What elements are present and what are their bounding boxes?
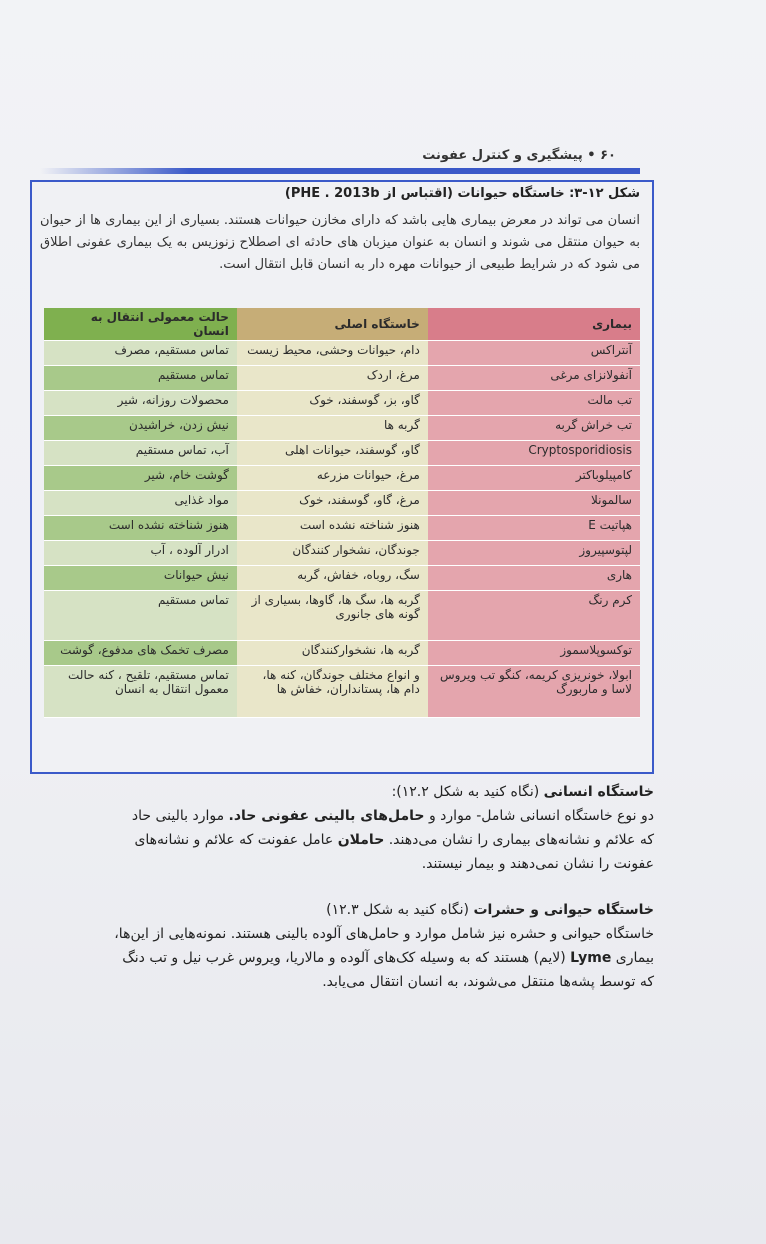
cell-transmission: مواد غذایی bbox=[44, 491, 237, 516]
table-row bbox=[44, 541, 640, 566]
table-row bbox=[44, 641, 640, 666]
cell-transmission: مصرف تخمک های مدفوع، گوشت bbox=[44, 641, 237, 666]
cell-transmission: نیش حیوانات bbox=[44, 566, 237, 591]
section-title-note: (نگاه کنید به شکل ۱۲.۳) bbox=[326, 902, 470, 918]
header-rule bbox=[40, 168, 640, 174]
cell-reservoir: دام، حیوانات وحشی، محیط زیست bbox=[237, 341, 428, 366]
cell-transmission: تماس مستقیم، تلقیح ، کنه حالت معمول انتقال به انسان bbox=[44, 666, 237, 718]
figure-title-ref: PHE . 2013b bbox=[290, 186, 380, 201]
table-row bbox=[44, 441, 640, 466]
cell-transmission: آب، تماس مستقیم bbox=[44, 441, 237, 466]
paragraph-text: موارد بالینی حاد که علائم و نشانه‌های بیماری را نشان می‌دهند. bbox=[131, 808, 654, 848]
cell-reservoir: جوندگان، نشخوار کنندگان bbox=[237, 541, 428, 566]
section-title-text: خاستگاه حیوانی و حشرات bbox=[473, 902, 654, 918]
paragraph-text: خاستگاه حیوانی و حشره نیز شامل موارد و حامل‌های آلوده بالینی هستند. نمونه‌هایی از این‌ها، بیماری bbox=[114, 926, 654, 966]
cell-disease: آنفولانزای مرغی bbox=[428, 366, 640, 391]
figure-intro: انسان می تواند در معرض بیماری هایی باشد که دارای مخازن حیوانات هستند. بسیاری از این بیماری ها از حیوان به حیوان منتقل می شوند و انسان به عنوان میزبان های حادثه ای اصطلاح زنوزیس به یک بیماری عفونی اطلاق می شود که در شرایط طبیعی از حیوانات مهره دار به انسان قابل انتقال است. bbox=[40, 213, 640, 272]
section-title bbox=[114, 780, 654, 804]
cell-transmission: تماس مستقیم bbox=[44, 366, 237, 391]
table-row bbox=[44, 591, 640, 641]
section-paragraph bbox=[114, 922, 654, 994]
cell-transmission: ادرار آلوده ، آب bbox=[44, 541, 237, 566]
cell-disease: تب مالت bbox=[428, 391, 640, 416]
cell-reservoir: گربه ها، سگ ها، گاوها، بسیاری از گونه های جانوری bbox=[237, 591, 428, 641]
cell-reservoir: گربه ها bbox=[237, 416, 428, 441]
cell-reservoir: گاو، گوسفند، حیوانات اهلی bbox=[237, 441, 428, 466]
section-title-text: خاستگاه انسانی bbox=[543, 784, 654, 800]
cell-disease: Cryptosporidiosis bbox=[428, 441, 640, 466]
cell-disease: کامپیلوباکتر bbox=[428, 466, 640, 491]
cell-disease: توکسوپلاسموز bbox=[428, 641, 640, 666]
cell-disease: ابولا، خونریزی کریمه، کنگو تب ویروس لاسا و ماربورگ bbox=[428, 666, 640, 718]
col-header-transmission: حالت معمولی انتقال به انسان bbox=[44, 308, 237, 341]
section-animal-reservoir bbox=[114, 898, 654, 994]
table-row bbox=[44, 391, 640, 416]
cell-disease: کرم رنگ bbox=[428, 591, 640, 641]
section-human-reservoir bbox=[114, 780, 654, 876]
table-row bbox=[44, 516, 640, 541]
paragraph-text: عامل عفونت که علائم و نشانه‌های عفونت را نشان نمی‌دهند و بیمار نیستند. bbox=[134, 832, 654, 872]
table-row bbox=[44, 666, 640, 718]
cell-transmission: نیش زدن، خراشیدن bbox=[44, 416, 237, 441]
paragraph-bold: حامل‌های بالینی عفونی حاد. bbox=[228, 808, 425, 824]
figure-title-text: شکل ۱۲-۳: خاستگاه حیوانات (اقتباس از bbox=[384, 186, 640, 201]
table-row bbox=[44, 466, 640, 491]
cell-transmission: محصولات روزانه، شیر bbox=[44, 391, 237, 416]
cell-disease: تب خراش گربه bbox=[428, 416, 640, 441]
cell-disease: هاری bbox=[428, 566, 640, 591]
cell-disease: سالمونلا bbox=[428, 491, 640, 516]
cell-transmission: گوشت خام، شیر bbox=[44, 466, 237, 491]
table-row bbox=[44, 566, 640, 591]
table-row bbox=[44, 341, 640, 366]
cell-disease: لپتوسپیروز bbox=[428, 541, 640, 566]
cell-reservoir: و انواع مختلف جوندگان، کنه ها، دام ها، پستانداران، خفاش ها bbox=[237, 666, 428, 718]
cell-transmission: تماس مستقیم bbox=[44, 591, 237, 641]
cell-reservoir: مرغ، گاو، گوسفند، خوک bbox=[237, 491, 428, 516]
figure-box bbox=[30, 180, 654, 774]
cell-reservoir: سگ، روباه، خفاش، گربه bbox=[237, 566, 428, 591]
table-row bbox=[44, 491, 640, 516]
section-title-note: (نگاه کنید به شکل ۱۲.۲): bbox=[391, 784, 540, 800]
table-row bbox=[44, 416, 640, 441]
paragraph-text: (لایم) هستند که به وسیله کک‌های آلوده و مالاریا، ویروس غرب نیل و تب دنگ که توسط پشه‌ها منتقل می‌شوند، به انسان انتقال می‌یابد. bbox=[122, 950, 654, 990]
cell-transmission: هنوز شناخته نشده است bbox=[44, 516, 237, 541]
cell-reservoir: گاو، بز، گوسفند، خوک bbox=[237, 391, 428, 416]
col-header-disease: بیماری bbox=[428, 308, 640, 341]
paragraph-latin: Lyme bbox=[570, 950, 612, 966]
table-header-row bbox=[44, 308, 640, 341]
figure-title-close: ) bbox=[284, 186, 291, 201]
section-paragraph bbox=[114, 804, 654, 876]
section-title bbox=[114, 898, 654, 922]
cell-reservoir: گربه ها، نشخوارکنندگان bbox=[237, 641, 428, 666]
cell-reservoir: هنوز شناخته نشده است bbox=[237, 516, 428, 541]
paragraph-text: دو نوع خاستگاه انسانی شامل- موارد و bbox=[428, 808, 654, 824]
page-header: ۶۰ • پیشگیری و کنترل عفونت bbox=[422, 148, 616, 163]
cell-disease: آنتراکس bbox=[428, 341, 640, 366]
cell-transmission: تماس مستقیم، مصرف bbox=[44, 341, 237, 366]
cell-reservoir: مرغ، اردک bbox=[237, 366, 428, 391]
cell-reservoir: مرغ، حیوانات مزرعه bbox=[237, 466, 428, 491]
zoonoses-table bbox=[44, 308, 640, 718]
col-header-reservoir: خاستگاه اصلی bbox=[237, 308, 428, 341]
paragraph-bold: حاملان bbox=[337, 832, 385, 848]
table-row bbox=[44, 366, 640, 391]
figure-title bbox=[285, 186, 640, 201]
cell-disease: هپاتیت E bbox=[428, 516, 640, 541]
